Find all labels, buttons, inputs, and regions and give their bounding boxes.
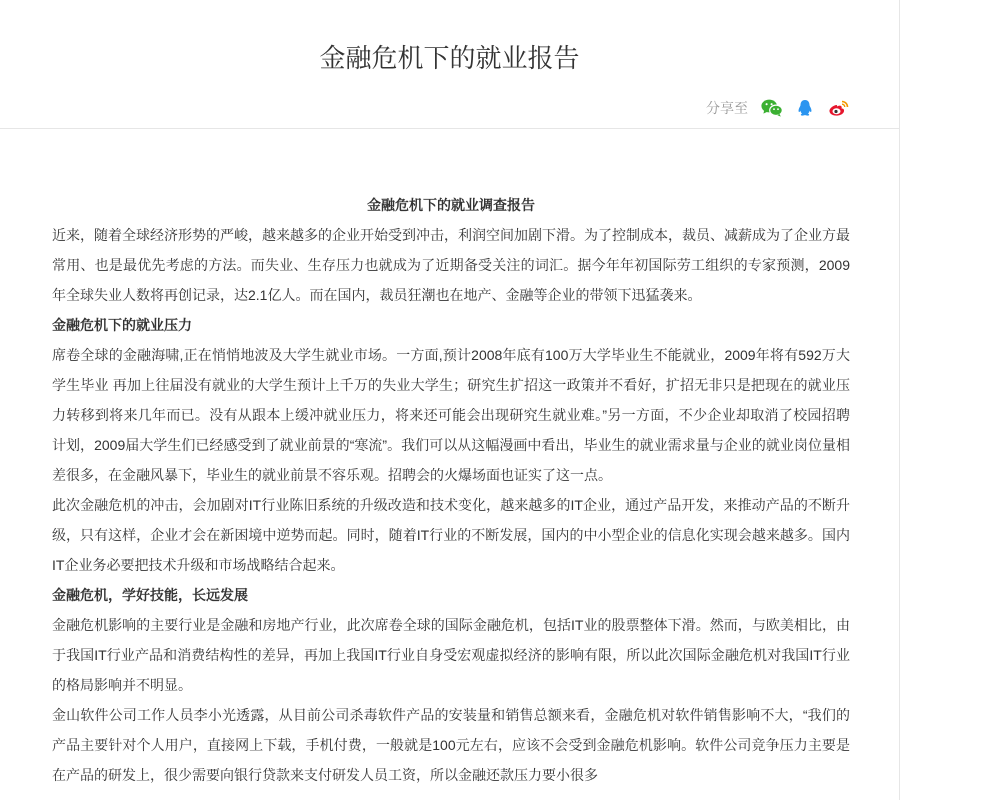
paragraph-line: 的格局影响并不明显。 bbox=[52, 677, 192, 693]
paragraph-line: 于我国IT行业产品和消费结构性的差异，再加上我国IT行业自身受宏观虚拟经济的影响有限，所以此次国际金融危机对我国IT行业 bbox=[52, 647, 850, 663]
paragraph-line: 学生毕业 再加上往届没有就业的大学生预计上千万的失业大学生；研究生扩招这一政策并不看好，扩招无非只是把现在的就业压 bbox=[52, 377, 850, 393]
share-weibo-button[interactable] bbox=[828, 98, 849, 118]
paragraph-line: IT企业务必要把技术升级和市场战略结合起来。 bbox=[52, 557, 345, 573]
paragraph-line: 金山软件公司工作人员李小光透露，从目前公司杀毒软件产品的安装量和销售总额来看，金融危机对软件销售影响不大，“我们的 bbox=[52, 707, 850, 723]
share-bar bbox=[706, 98, 849, 118]
share-qq-button[interactable] bbox=[797, 98, 813, 118]
paragraph bbox=[52, 610, 850, 700]
paragraph-line: 在产品的研发上，很少需要向银行贷款来支付研发人员工资，所以金融还款压力要小很多 bbox=[52, 767, 598, 783]
paragraph-line: 计划，2009届大学生们已经感受到了就业前景的“寒流”。我们可以从这幅漫画中看出，毕业生的就业需求量与企业的就业岗位量相 bbox=[52, 437, 850, 453]
report-heading: 金融危机下的就业调查报告 bbox=[367, 197, 535, 213]
wechat-icon[interactable] bbox=[761, 99, 783, 117]
section-heading: 金融危机，学好技能，长远发展 bbox=[52, 587, 248, 603]
paragraph-line: 金融危机影响的主要行业是金融和房地产行业，此次席卷全球的国际金融危机，包括IT业的股票整体下滑。然而，与欧美相比，由 bbox=[52, 617, 850, 633]
paragraph-line: 常用、也是最优先考虑的方法。而失业、生存压力也就成为了近期备受关注的词汇。据今年年初国际劳工组织的专家预测，2009 bbox=[52, 257, 850, 273]
paragraph-line: 级，只有这样，企业才会在新困境中逆势而起。同时，随着IT行业的不断发展，国内的中小型企业的信息化实现会越来越多。国内 bbox=[52, 527, 850, 543]
paragraph-line: 差很多，在金融风暴下，毕业生的就业前景不容乐观。招聘会的火爆场面也证实了这一点。 bbox=[52, 467, 612, 483]
section-heading: 金融危机下的就业压力 bbox=[52, 317, 192, 333]
paragraph bbox=[52, 490, 850, 580]
qq-icon[interactable] bbox=[797, 99, 813, 117]
paragraph-line: 近来，随着全球经济形势的严峻，越来越多的企业开始受到冲击，利润空间加剧下滑。为了控制成本，裁员、减薪成为了企业方最 bbox=[52, 227, 850, 243]
article-header bbox=[0, 0, 899, 129]
paragraph bbox=[52, 220, 850, 310]
paragraph-line: 产品主要针对个人用户，直接网上下载，手机付费，一般就是100元左右，应该不会受到金融危机影响。软件公司竞争压力主要是 bbox=[52, 737, 850, 753]
paragraph-line: 力转移到将来几年而已。没有从跟本上缓冲就业压力，将来还可能会出现研究生就业难。”另一方面，不少企业却取消了校园招聘 bbox=[52, 407, 850, 423]
page-title: 金融危机下的就业报告 bbox=[319, 43, 580, 73]
article-body bbox=[52, 190, 850, 790]
paragraph-line: 此次金融危机的冲击，会加剧对IT行业陈旧系统的升级改造和技术变化，越来越多的IT企业，通过产品开发，来推动产品的不断升 bbox=[52, 497, 850, 513]
share-label: 分享至 bbox=[706, 100, 748, 116]
paragraph bbox=[52, 340, 850, 490]
share-wechat-button[interactable] bbox=[761, 98, 783, 118]
weibo-icon[interactable] bbox=[828, 99, 849, 117]
paragraph bbox=[52, 700, 850, 790]
paragraph-line: 年全球失业人数将再创记录，达2.1亿人。而在国内，裁员狂潮也在地产、金融等企业的带领下迅猛袭来。 bbox=[52, 287, 702, 303]
paragraph-line: 席卷全球的金融海啸,正在悄悄地波及大学生就业市场。一方面,预计2008年底有100万大学毕业生不能就业，2009年将有592万大 bbox=[52, 347, 850, 363]
